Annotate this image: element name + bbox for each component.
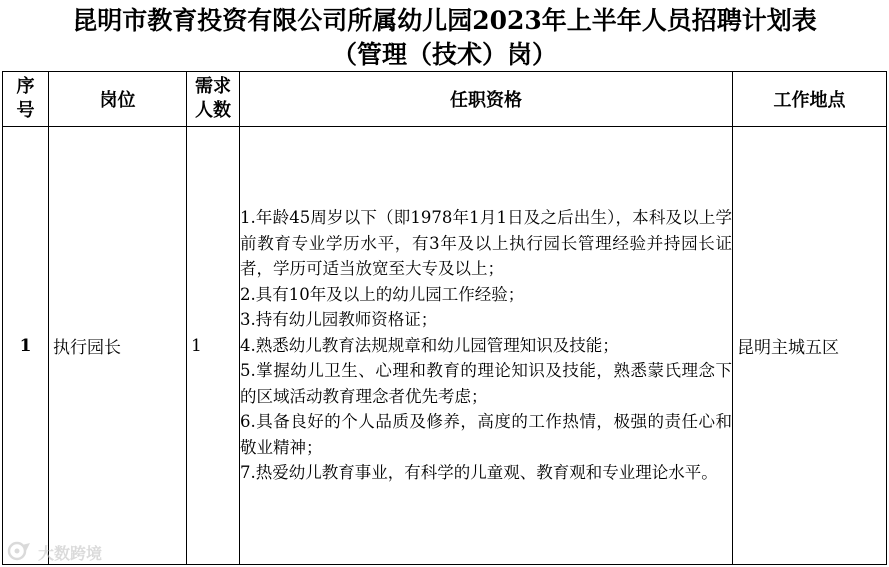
row-requirements <box>240 127 733 565</box>
requirement-item: 2.具有10年及以上的幼儿园工作经验； <box>240 284 525 304</box>
requirement-item: 1.年龄45周岁以下（即1978年1月1日及之后出生），本科及以上学前教育专业学历水平，有3年及以上执行园长管理经验并持园长证者，学历可适当放宽至大专及以上； <box>240 208 732 279</box>
header-demand: 需求 人数 <box>187 72 240 127</box>
header-seq: 序 号 <box>3 72 49 127</box>
watermark-text: 大数跨境 <box>38 544 103 563</box>
row-seq: 1 <box>3 127 49 565</box>
requirement-item: 4.熟悉幼儿教育法规规章和幼儿园管理知识及技能； <box>240 335 619 355</box>
requirement-item: 7.热爱幼儿教育事业，有科学的儿童观、教育观和专业理论水平。 <box>240 463 718 483</box>
row-position: 执行园长 <box>49 127 187 565</box>
watermark <box>6 540 126 564</box>
header-position: 岗位 <box>49 72 187 127</box>
requirement-item: 5.掌握幼儿卫生、心理和教育的理论知识及技能，熟悉蒙氏理念下的区域活动教育理念者优先考虑； <box>240 361 732 406</box>
document-title <box>0 4 889 72</box>
watermark-logo-icon <box>6 540 34 562</box>
requirement-item: 3.持有幼儿园教师资格证； <box>240 310 438 330</box>
table-row <box>3 127 887 565</box>
requirement-item: 6.具备良好的个人品质及修养，高度的工作热情，极强的责任心和敬业精神； <box>240 412 732 457</box>
title-line-1: 昆明市教育投资有限公司所属幼儿园2023年上半年人员招聘计划表 <box>72 6 817 35</box>
row-location: 昆明主城五区 <box>733 127 887 565</box>
header-requirements: 任职资格 <box>240 72 733 127</box>
title-line-2: （管理（技术）岗） <box>331 40 557 69</box>
row-demand: 1 <box>187 127 240 565</box>
header-location: 工作地点 <box>733 72 887 127</box>
recruitment-plan-table <box>2 71 887 565</box>
table-header-row <box>3 72 887 127</box>
